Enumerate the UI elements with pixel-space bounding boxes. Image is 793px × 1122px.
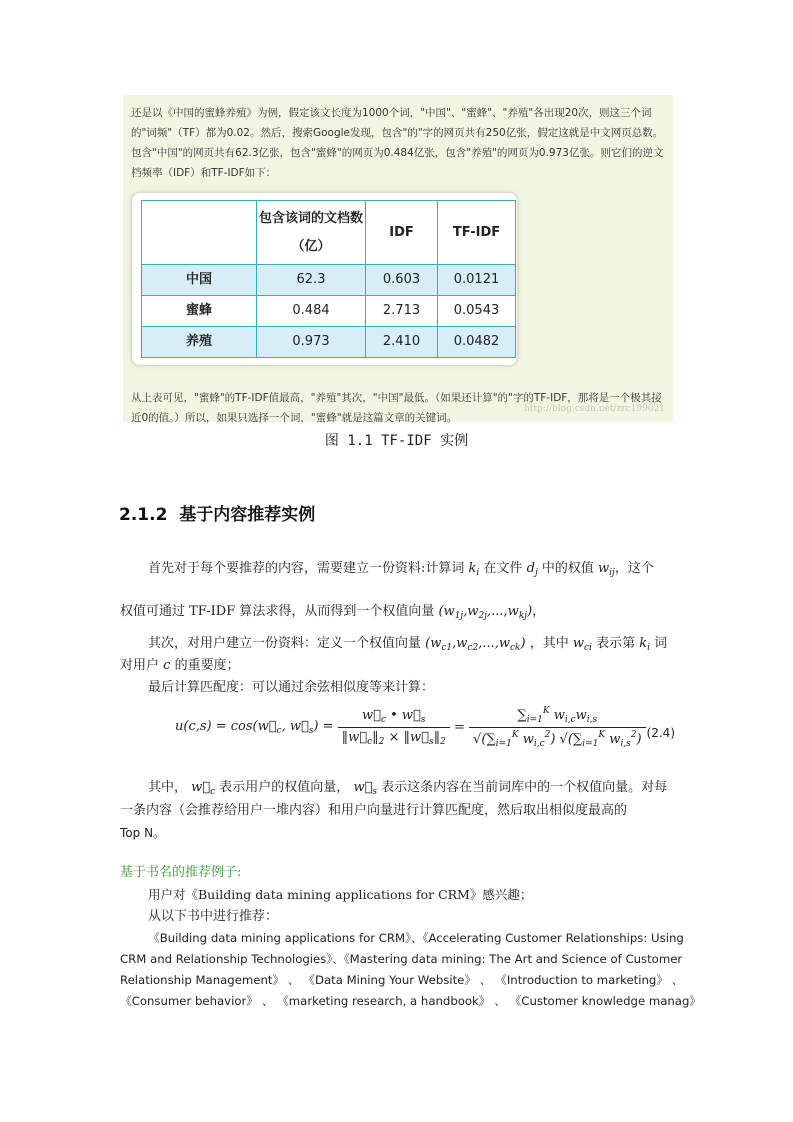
table-header-cell: IDF <box>366 201 438 265</box>
figure-table-card <box>132 193 517 365</box>
text-run: ， <box>532 604 546 619</box>
paragraph-2 <box>120 601 545 627</box>
paragraph-4 <box>120 655 240 677</box>
paragraph-5: 最后计算匹配度：可以通过余弦相似度等来计算： <box>148 680 435 695</box>
table-cell: 62.3 <box>257 265 366 296</box>
figure-caption: 图 1.1 TF-IDF 实例 <box>324 433 469 449</box>
section-heading <box>119 500 315 525</box>
table-cell: 0.484 <box>257 296 366 327</box>
math-weight-vector: $(w_{1j},w_{2j},...,w_{kj})$ <box>438 604 533 621</box>
table-cell: 养殖 <box>142 327 257 358</box>
text-run: 中的权值 <box>541 561 594 576</box>
formula-fraction-1: $\frac{w⃗_c • w⃗_s}{‖w⃗_c‖_2 \times ‖w⃗_s‖_2}$ <box>338 708 450 747</box>
math-wci: $w_{ci}$ <box>572 636 592 653</box>
table-row <box>142 296 516 327</box>
table-row <box>142 265 516 296</box>
figure-image <box>123 95 673 422</box>
text-run: 表示这条内容在当前词库中的一个权值向量。对每 <box>381 780 668 795</box>
table-cell: 中国 <box>142 265 257 296</box>
figure-intro: 还是以《中国的蜜蜂养殖》为例，假定该文长度为1000个词，"中国"、"蜜蜂"、"养殖"各出现20次，则这三个词的"词频"（TF）都为0.02。然后，搜索Google发现，包含"的"字的网页共有250亿张，假定这就是中文网页总数。包含"中国"的网页共有62.3亿张，包含"蜜蜂"的网页为0.484亿张，包含"养殖"的网页为0.973亿张。则它们的逆文档频率（IDF）和TF-IDF如下： <box>131 107 664 179</box>
text-run: 词 <box>654 636 668 651</box>
table-cell: 0.0121 <box>438 265 516 296</box>
table-cell: 0.0482 <box>438 327 516 358</box>
table-header-cell: 包含该词的文档数（亿） <box>257 201 366 265</box>
math-ki: $k_i$ <box>468 561 480 578</box>
equation-number: (2.4) <box>646 726 675 740</box>
example-line-5: Relationship Management》 、 《Data Mining Your Website》 、 《Introduction to marketing》 、 <box>120 973 684 987</box>
example-line-1: 用户对《Building data mining applications for CRM》感兴趣； <box>148 887 533 902</box>
table-header-cell: TF-IDF <box>438 201 516 265</box>
table-cell: 2.410 <box>366 327 438 358</box>
table-cell: 0.603 <box>366 265 438 296</box>
table-cell: 2.713 <box>366 296 438 327</box>
text-run: 其中， <box>148 780 188 795</box>
table-header-cell <box>142 201 257 265</box>
example-line-3: 《Building data mining applications for CRM》、《Accelerating Customer Relationships: Using <box>148 931 684 945</box>
text-run: 表示第 <box>596 636 636 651</box>
text-run: 首先对于每个要推荐的内容，需要建立一份资料:计算词 <box>148 561 465 576</box>
math-user-vector: $(w_{c1},w_{c2},...,w_{ck})$ <box>425 636 526 653</box>
example-heading: 基于书名的推荐例子: <box>120 865 242 880</box>
section-title: 基于内容推荐实例 <box>179 505 316 525</box>
table-cell: 0.0543 <box>438 296 516 327</box>
formula-lhs: $u(c,s) = \cos(w⃗_c$, $w⃗_s$) = <box>175 719 334 736</box>
paragraph-1 <box>148 558 654 584</box>
text-run: ，这个 <box>614 561 654 576</box>
table-cell: 蜜蜂 <box>142 296 257 327</box>
example-line-2: 从以下书中进行推荐： <box>148 909 279 924</box>
math-ws: $w⃗_s$ <box>353 780 377 797</box>
math-wc: $w⃗_c$ <box>191 780 216 797</box>
example-line-4: CRM and Relationship Technologies》、《Mastering data mining: The Art and Science of Customer <box>120 952 683 966</box>
table-row <box>142 327 516 358</box>
text-run: 表示用户的权值向量， <box>219 780 350 795</box>
example-line-6: 《Consumer behavior》 、 《marketing research, a handbook》 、 《Customer knowledge manag》 <box>120 994 702 1008</box>
math-c: c <box>163 658 171 673</box>
math-dj: $d_j$ <box>526 561 538 578</box>
math-wij: $w_{ij}$ <box>598 561 615 578</box>
table-header-row <box>142 201 516 265</box>
paragraph-8: Top N。 <box>120 826 166 840</box>
text-run: 的重要度； <box>174 658 240 673</box>
text-run: 权值可通过 TF-IDF 算法求得，从而得到一个权值向量 <box>120 604 435 619</box>
formula-fraction-2: $\frac{\sum_{i=1}^K w_{i,c}w_{i,s}}{√(\sum_{i=1}^K w_{i,c}^2) √(\sum_{i=1}^K w_{i,s}^2)}$ <box>469 706 645 749</box>
figure-footer: 从上表可见，"蜜蜂"的TF-IDF值最高，"养殖"其次，"中国"最低。（如果还计算"的"字的TF-IDF，那将是一个极其接近0的值。）所以，如果只选择一个词，"蜜蜂"就是这篇文章的关键词。 <box>131 391 662 424</box>
watermark: http://blog.csdn.net/zrc199021 <box>524 404 665 414</box>
text-run: ，其中 <box>529 636 569 651</box>
math-ki: $k_i$ <box>639 636 650 653</box>
text-run: 对用户 <box>120 658 160 673</box>
text-run: 其次，对用户建立一份资料：定义一个权值向量 <box>148 636 422 651</box>
tfidf-table <box>141 200 516 358</box>
paragraph-7: 一条内容（会推荐给用户一堆内容）和用户向量进行计算匹配度，然后取出相似度最高的 <box>120 803 628 818</box>
cosine-similarity-formula: $u(c,s) = \cos(w⃗_c$, $w⃗_s$) = $\frac{w⃗_c • w⃗_s}{‖w⃗_c‖_2 \times ‖w⃗_s‖_2}$ = $\frac{\sum_{i=1}^K w_{i,c}w_{i,s}}{√(\sum_{i=1}^K w_{i,c}^2) √(\sum_{i=1}^K w_{i,s}^2)}$ (2.4) <box>175 706 675 749</box>
table-cell: 0.973 <box>257 327 366 358</box>
section-number: 2.1.2 <box>119 505 168 525</box>
text-run: 在文件 <box>483 561 523 576</box>
